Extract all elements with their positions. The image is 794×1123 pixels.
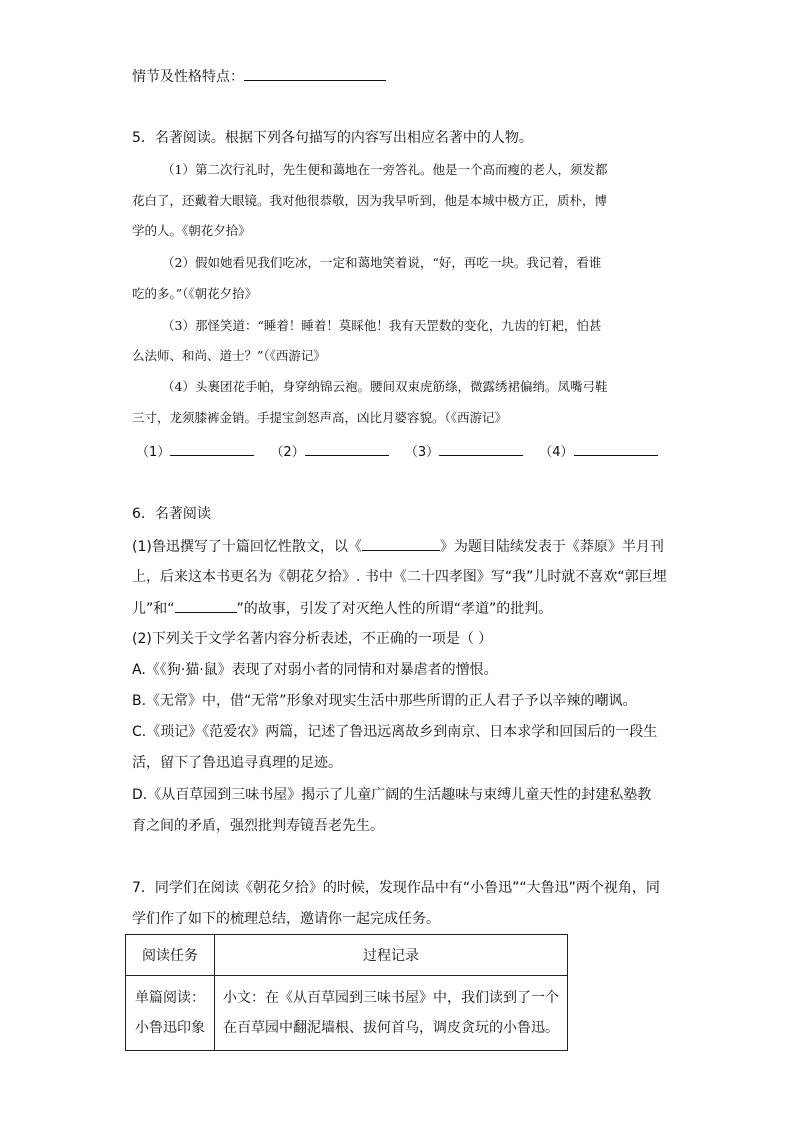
answer-blank-1[interactable] [170, 441, 254, 456]
q5-answer-row [136, 441, 658, 463]
plot-character-label: 情节及性格特点： [132, 69, 244, 85]
option-d-cont: 育之间的矛盾，强烈批判寿镜吾老先生。 [132, 818, 384, 834]
row-record-line-2: 在百草园中翻泥墙根、拔何首乌，调皮贪玩的小鲁迅。 [223, 1020, 559, 1036]
row-task-cell [126, 976, 215, 1051]
q5-item-3-line-2: 么法师、和尚、道士？”（《西游记》 [132, 348, 326, 363]
answer-blank[interactable] [244, 66, 386, 81]
q6-p1-text-b: 》为题目陆续发表于《莽原》半月刊 [439, 539, 664, 555]
row-task-label-2: 小鲁迅印象 [135, 1020, 205, 1036]
answer-label-4: （4） [539, 445, 574, 460]
q5-item-1-line-2: 花白了，还戴着大眼镜。我对他很恭敬，因为我早听到，他是本城中极方正，质朴，博 [132, 193, 608, 208]
q7-stem-line-2: 学们作了如下的梳理总结，邀请你一起完成任务。 [132, 911, 440, 927]
option-c[interactable]: C.《琐记》《范爱农》两篇，记述了鲁迅远离故乡到南京、日本求学和回国后的一段生 [132, 724, 658, 740]
answer-blank-2[interactable] [305, 441, 389, 456]
reading-task-table [125, 934, 568, 1051]
answer-blank-4[interactable] [574, 441, 658, 456]
answer-label-1: （1） [136, 445, 171, 460]
q5-item-4-line-1: （4）头裹团花手帕，身穿纳锦云袍。腰间双束虎筋绦，微露绣裙偏绡。凤嘴弓鞋 [162, 379, 608, 394]
q6-p3 [132, 598, 552, 619]
row-record-cell [215, 976, 568, 1051]
header-record: 过程记录 [215, 935, 568, 976]
q5-item-2-line-2: 吃的多。”（《朝花夕拾》 [132, 286, 258, 301]
q6-stem: 6．名著阅读 [132, 506, 211, 522]
q6-p1 [132, 536, 664, 557]
answer-label-2: （2） [270, 445, 305, 460]
header-task: 阅读任务 [126, 935, 215, 976]
answer-label-3: （3） [404, 445, 440, 460]
q6-p2: 上，后来这本书更名为《朝花夕拾》. 书中《二十四孝图》写“我”儿时就不喜欢“郭巨埋 [132, 569, 667, 585]
q5-item-1-line-3: 学的人。《朝花夕拾》 [132, 223, 251, 238]
table-row [126, 976, 568, 1051]
story-blank[interactable] [175, 598, 237, 613]
q6-p3-text-b: ”的故事，引发了对灭绝人性的所谓“孝道”的批判。 [236, 601, 553, 617]
q5-item-3-line-1: （3）那怪笑道：“睡着！睡着！莫睬他！我有天罡数的变化，九齿的钉耙，怕甚 [162, 318, 602, 333]
option-b[interactable]: B.《无常》中，借“无常”形象对现实生活中那些所谓的正人君子予以辛辣的嘲讽。 [132, 693, 637, 709]
q5-item-4-line-2: 三寸，龙须膝裤金销。手提宝剑怒声高，凶比月婆容貌。（《西游记》 [132, 410, 508, 425]
q5-item-2-line-1: （2）假如她看见我们吃冰，一定和蔼地笑着说，“好，再吃一块。我记着，看谁 [162, 255, 602, 270]
q6-p1-text-a: (1)鲁迅撰写了十篇回忆性散文，以《 [132, 539, 362, 555]
answer-blank-3[interactable] [439, 441, 523, 456]
table-header-row [126, 935, 568, 976]
option-d[interactable]: D.《从百草园到三味书屋》揭示了儿童广阔的生活趣味与束缚儿童天性的封建私塾教 [132, 787, 652, 803]
q6-p3-text-a: 儿”和“ [132, 601, 175, 617]
title-blank[interactable] [362, 536, 440, 551]
row-record-line-1: 小文：在《从百草园到三味书屋》中，我们读到了一个 [223, 990, 559, 1006]
row-task-label-1: 单篇阅读： [135, 990, 205, 1006]
q5-stem: 5．名著阅读。根据下列各句描写的内容写出相应名著中的人物。 [132, 130, 533, 146]
plot-character-line [132, 66, 386, 87]
q6-p4: (2)下列关于文学名著内容分析表述，不正确的一项是（ ） [132, 631, 493, 647]
option-c-cont: 活，留下了鲁迅追寻真理的足迹。 [132, 755, 342, 771]
q7-stem-line-1: 7．同学们在阅读《朝花夕拾》的时候，发现作品中有“小鲁迅”“大鲁迅”两个视角，同 [132, 880, 660, 896]
option-a[interactable]: A.《《狗·猫·鼠》表现了对弱小者的同情和对暴虐者的憎恨。 [132, 662, 498, 678]
q5-item-1-line-1: （1）第二次行礼时，先生便和蔼地在一旁答礼。他是一个高而瘦的老人，须发都 [162, 162, 608, 177]
